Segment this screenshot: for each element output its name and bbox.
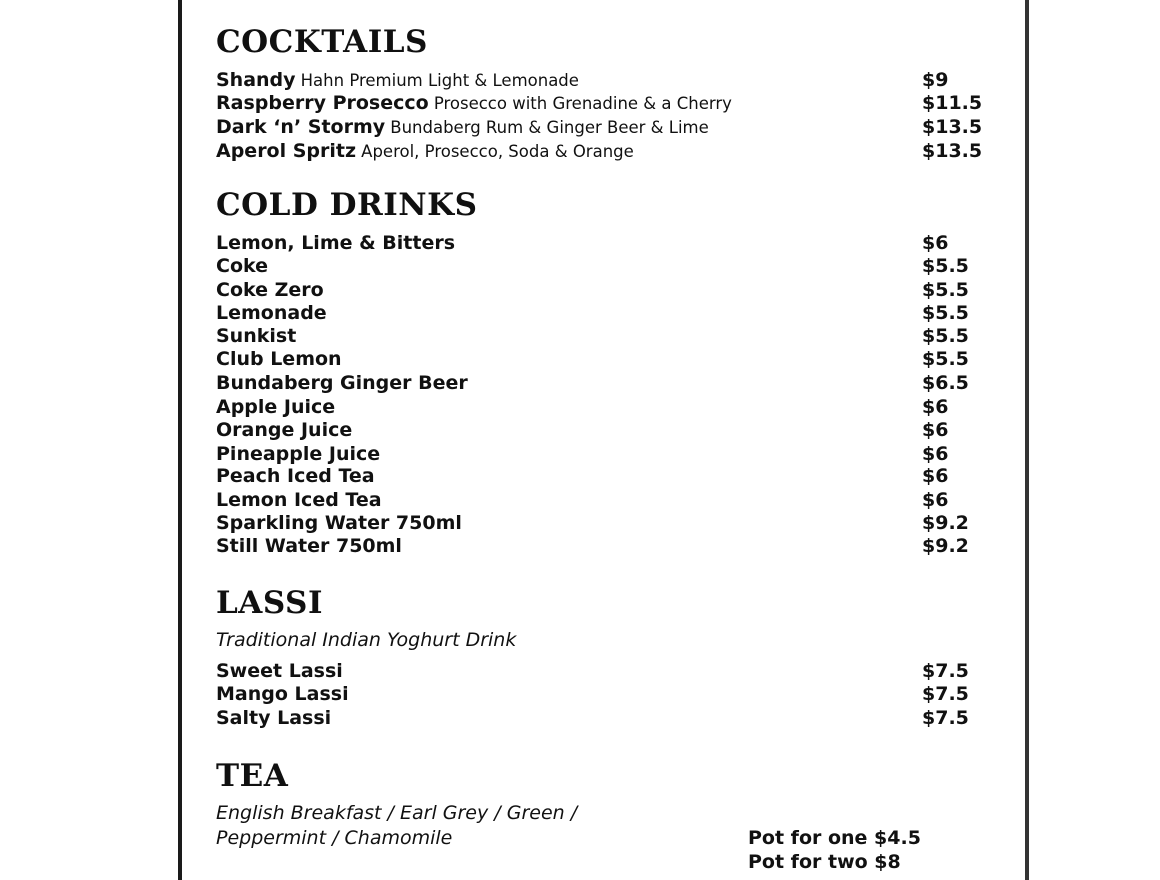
menu-item-dark-n-stormy: [216, 116, 709, 139]
menu-item-raspberry-prosecco: [216, 92, 732, 115]
menu-item-sunkist: Sunkist: [216, 325, 297, 347]
item-price: $9.2: [922, 512, 969, 534]
menu-item-peach-iced-tea: Peach Iced Tea: [216, 465, 375, 487]
item-price: $5.5: [922, 325, 969, 347]
menu-item-sparkling-water: Sparkling Water 750ml: [216, 512, 462, 534]
lassi-subtitle: Traditional Indian Yoghurt Drink: [216, 629, 517, 651]
item-description: Hahn Premium Light & Lemonade: [300, 71, 579, 90]
page-border-left: [178, 0, 182, 880]
menu-item-club-lemon: Club Lemon: [216, 348, 342, 370]
item-price: $5.5: [922, 302, 969, 324]
tea-varieties-line1: English Breakfast / Earl Grey / Green /: [216, 802, 578, 824]
menu-item-lemon-lime-bitters: Lemon, Lime & Bitters: [216, 232, 456, 254]
item-description: Prosecco with Grenadine & a Cherry: [433, 94, 732, 113]
item-price: $7.5: [922, 660, 969, 682]
tea-pot-for-one-price: Pot for one $4.5: [748, 827, 921, 849]
cold-drinks-heading: COLD DRINKS: [216, 187, 478, 223]
item-price: $6: [922, 443, 949, 465]
menu-item-shandy: [216, 69, 579, 92]
menu-item-sweet-lassi: Sweet Lassi: [216, 660, 343, 682]
item-price: $9: [922, 69, 949, 91]
item-price: $6: [922, 419, 949, 441]
item-price: $6: [922, 465, 949, 487]
menu-item-apple-juice: Apple Juice: [216, 396, 336, 418]
menu-item-salty-lassi: Salty Lassi: [216, 707, 332, 729]
item-price: $5.5: [922, 255, 969, 277]
cocktails-heading: COCKTAILS: [216, 24, 428, 60]
item-price: $7.5: [922, 683, 969, 705]
item-description: Bundaberg Rum & Ginger Beer & Lime: [390, 118, 709, 137]
menu-item-aperol-spritz: [216, 140, 634, 163]
tea-pot-for-two-price: Pot for two $8: [748, 851, 901, 873]
item-price: $6: [922, 489, 949, 511]
item-price: $11.5: [922, 92, 983, 114]
item-price: $6.5: [922, 372, 969, 394]
menu-item-coke: Coke: [216, 255, 269, 277]
tea-heading: TEA: [216, 758, 289, 794]
item-name: Aperol Spritz: [216, 140, 357, 162]
item-price: $7.5: [922, 707, 969, 729]
menu-item-still-water: Still Water 750ml: [216, 535, 402, 557]
item-price: $6: [922, 396, 949, 418]
menu-item-lemon-iced-tea: Lemon Iced Tea: [216, 489, 382, 511]
item-name: Raspberry Prosecco: [216, 92, 429, 114]
item-price: $5.5: [922, 279, 969, 301]
item-price: $9.2: [922, 535, 969, 557]
menu-item-pineapple-juice: Pineapple Juice: [216, 443, 381, 465]
menu-item-mango-lassi: Mango Lassi: [216, 683, 349, 705]
tea-varieties-line2: Peppermint / Chamomile: [216, 827, 453, 849]
page-border-right: [1025, 0, 1029, 880]
lassi-heading: LASSI: [216, 585, 323, 621]
menu-item-coke-zero: Coke Zero: [216, 279, 324, 301]
item-name: Dark ‘n’ Stormy: [216, 116, 386, 138]
menu-item-lemonade: Lemonade: [216, 302, 327, 324]
menu-item-orange-juice: Orange Juice: [216, 419, 353, 441]
menu-item-bundaberg-ginger-beer: Bundaberg Ginger Beer: [216, 372, 468, 394]
item-price: $13.5: [922, 116, 983, 138]
item-price: $6: [922, 232, 949, 254]
item-price: $5.5: [922, 348, 969, 370]
item-description: Aperol, Prosecco, Soda & Orange: [361, 142, 634, 161]
item-price: $13.5: [922, 140, 983, 162]
item-name: Shandy: [216, 69, 296, 91]
